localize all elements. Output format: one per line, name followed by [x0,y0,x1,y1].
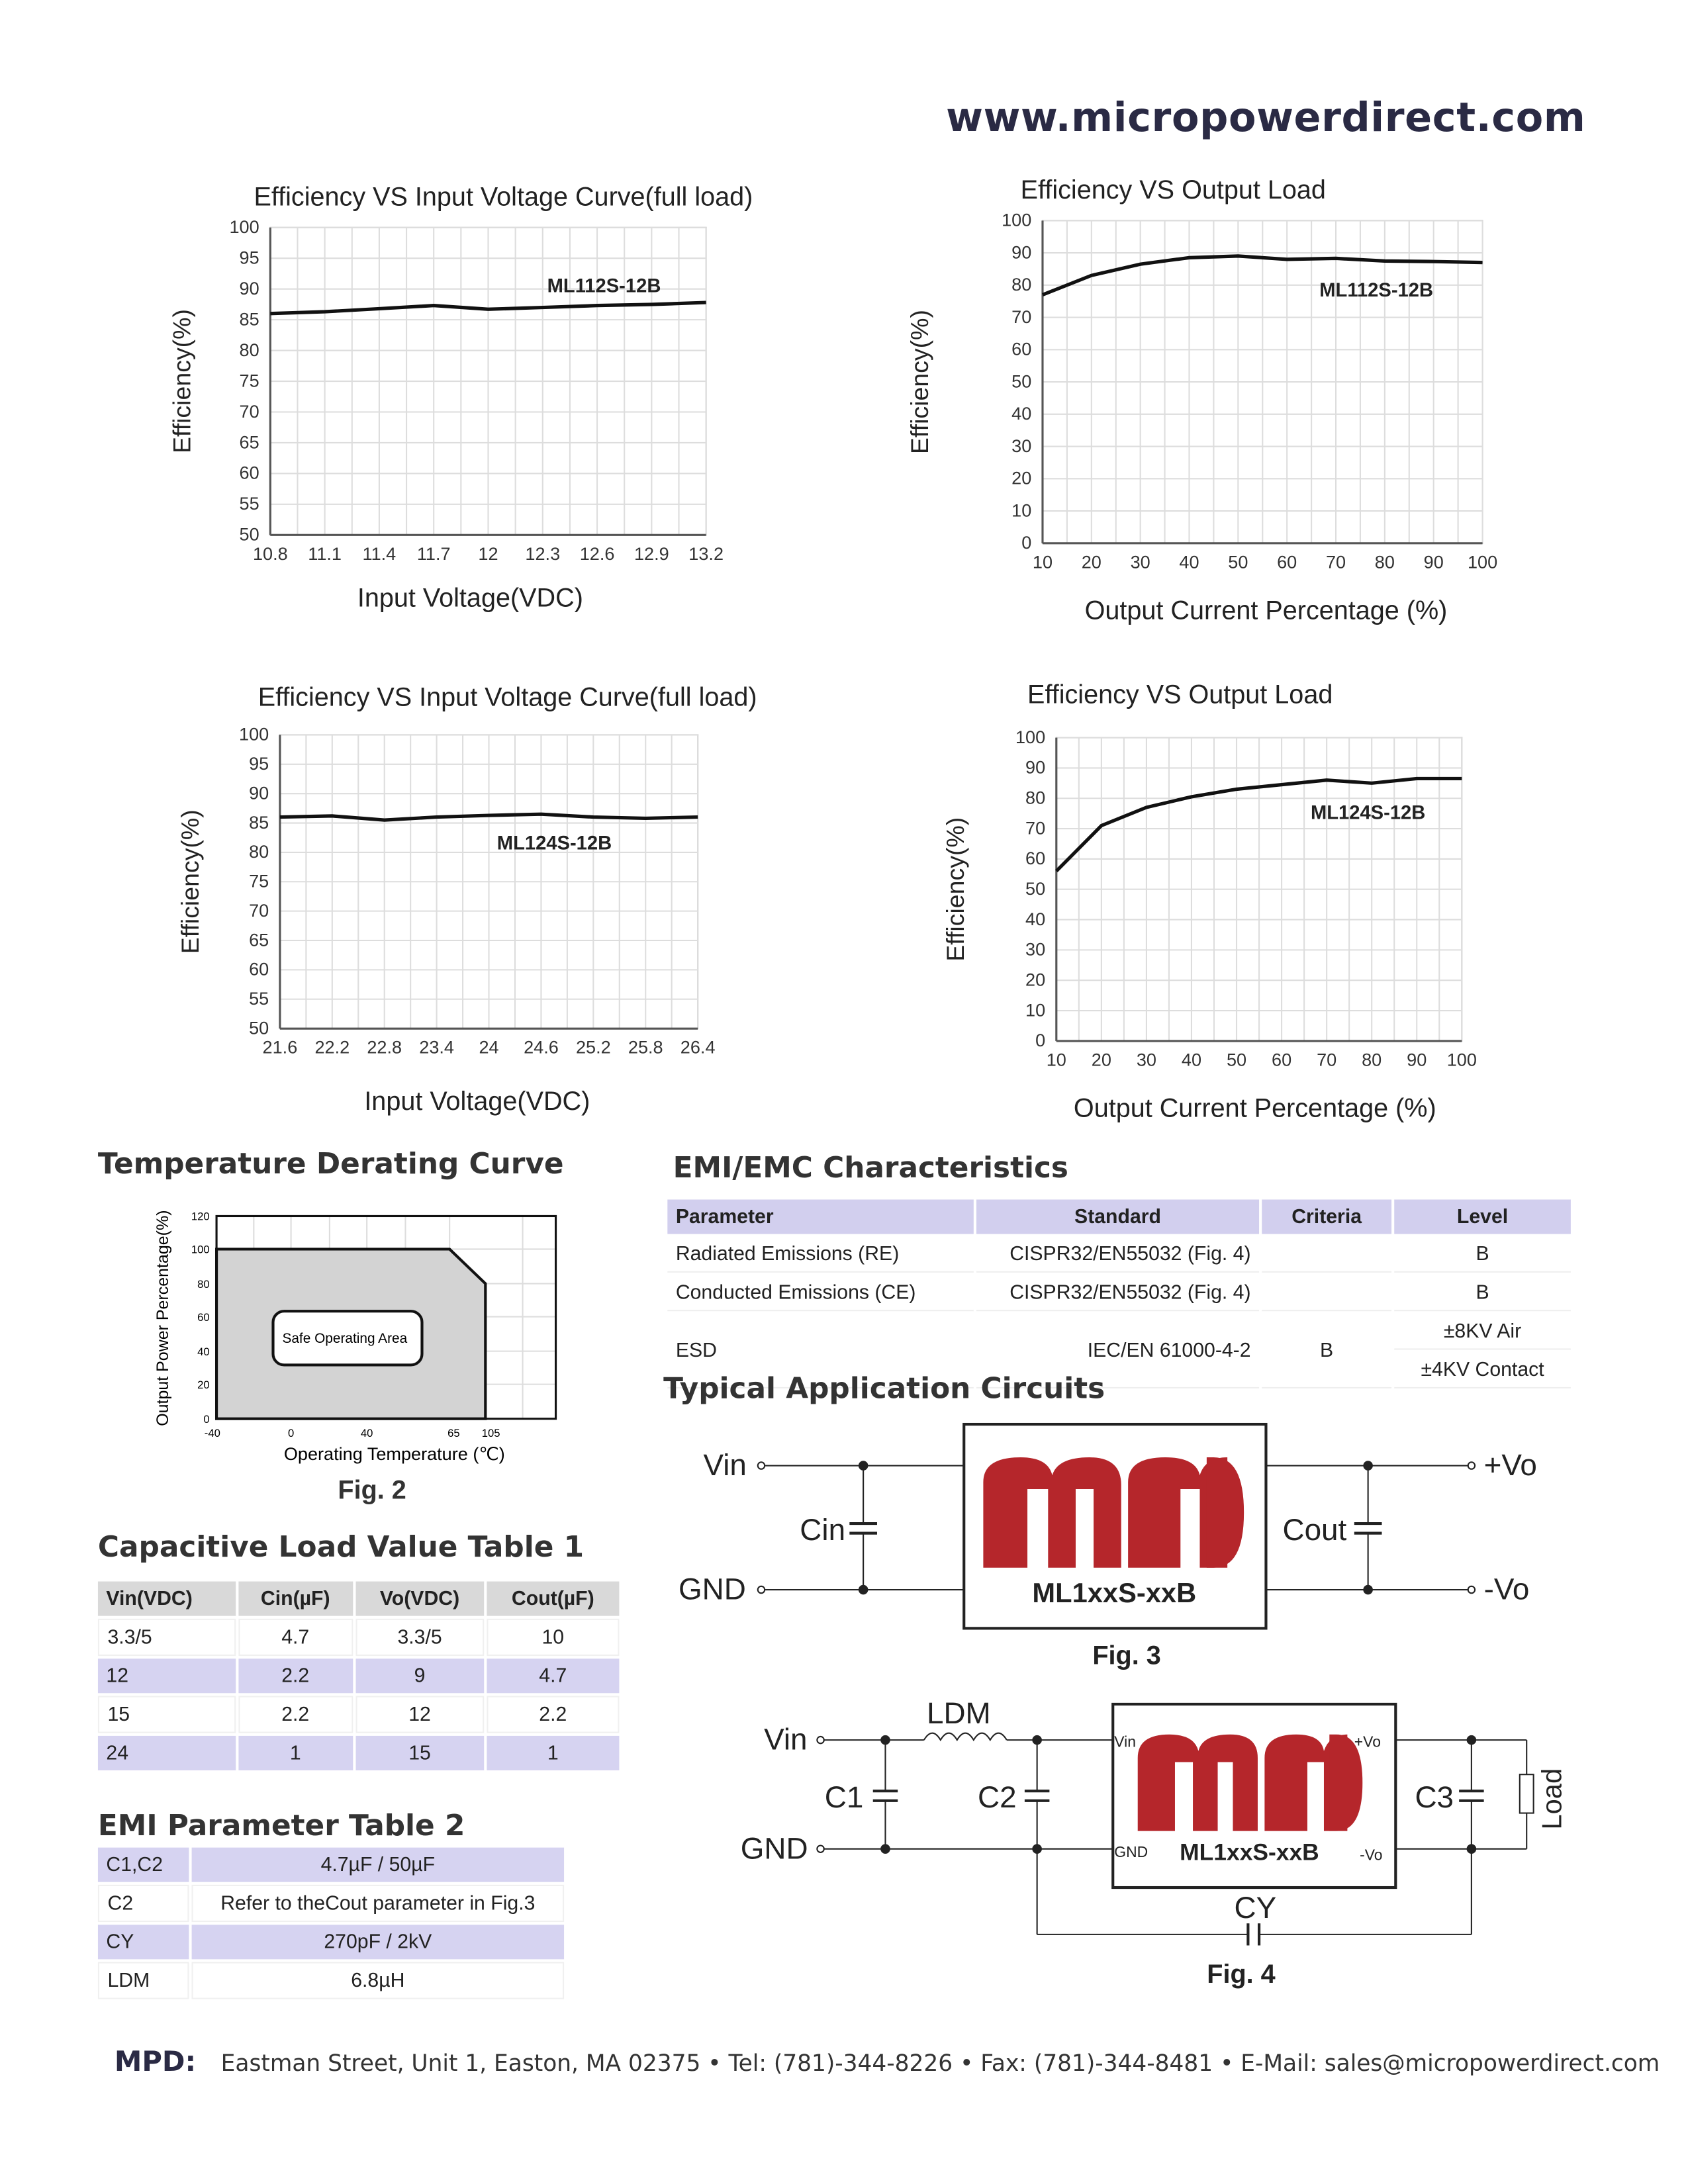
table-row [98,1619,619,1656]
cell: 4.7 [487,1659,619,1693]
series-label: ML124S-12B [496,833,612,854]
cell: 2.2 [487,1696,619,1733]
x-tick-label: 80 [1362,1049,1382,1070]
x-tick-label: 40 [1181,1049,1202,1070]
y-axis-label: Efficiency(%) [175,809,204,954]
y-tick-label: 40 [1011,403,1032,424]
emc-heading: EMI/EMC Characteristics [673,1151,1069,1185]
soa-label: Safe Operating Area [282,1331,408,1347]
cell: 270pF / 2kV [192,1925,564,1959]
x-tick-label: 22.8 [367,1036,402,1058]
cell: C1,C2 [98,1848,189,1882]
col-header: Level [1394,1199,1571,1234]
x-tick-label: 12 [478,543,498,564]
fig3-part-number: ML1xxS-xxB [1032,1576,1197,1608]
y-tick: 20 [197,1378,210,1391]
col-header: Vo(VDC) [355,1582,484,1616]
table-header [98,1582,619,1616]
mpd-logo [1138,1735,1363,1831]
table-row [98,1885,564,1922]
y-tick-label: 90 [1011,242,1032,263]
fig4-gnd-label: GND [740,1831,808,1866]
table-row [667,1237,1571,1273]
cell: 2.2 [238,1696,353,1733]
chart-title: Efficiency VS Input Voltage Curve(full load) [254,182,753,212]
ldm-inductor [924,1733,1007,1740]
cell: 12 [355,1696,484,1733]
table-row [667,1314,1571,1349]
footer-contact: Eastman Street, Unit 1, Easton, MA 02375 • Tel: (781)-344-8226 • Fax: (781)-344-8481 • E-Mail: sales@micropowerdirect.com [220,2050,1660,2077]
y-tick-label: 70 [1025,817,1046,839]
series-label: ML112S-12B [547,275,661,297]
x-tick-label: 70 [1317,1049,1337,1070]
fig4-pin-vin: Vin [1114,1733,1137,1751]
y-tick-label: 100 [1015,726,1046,747]
x-tick-label: 25.8 [628,1036,663,1058]
x-tick-label: 11.1 [308,543,342,564]
chart-title: Efficiency VS Output Load [1027,680,1333,709]
y-tick-label: 80 [239,339,259,360]
y-tick-label: 50 [1025,878,1046,899]
x-tick-label: 11.4 [362,543,397,564]
fig4-pin-vo-pos: +Vo [1354,1733,1381,1751]
col-header: Standard [976,1199,1259,1234]
fig3-vo-pos-label: +Vo [1483,1448,1537,1482]
cell: Conducted Emissions (CE) [667,1275,973,1311]
cell: 4.7µF / 50µF [192,1848,564,1882]
cell: B [1262,1314,1391,1388]
cell: 3.3/5 [98,1619,236,1656]
fig3-gnd-label: GND [678,1572,746,1606]
x-tick: 40 [360,1426,373,1439]
footer-brand: MPD: [114,2044,197,2078]
cell: IEC/EN 61000-4-2 [976,1314,1259,1388]
emc-table [665,1197,1573,1391]
cell: LDM [98,1962,189,1999]
y-tick-label: 50 [249,1017,269,1038]
fig3-vin-label: Vin [703,1448,747,1482]
x-tick: -40 [204,1426,220,1439]
cell: 2.2 [238,1659,353,1693]
table-row [98,1696,619,1733]
fig4-c3-label: C3 [1415,1780,1454,1815]
cell: 6.8µH [192,1962,564,1999]
x-tick-label: 60 [1272,1049,1292,1070]
cap-table-heading: Capacitive Load Value Table 1 [97,1530,585,1564]
emi-table-heading: EMI Parameter Table 2 [97,1809,465,1843]
y-tick-label: 60 [1025,848,1046,869]
col-header: Vin(VDC) [98,1582,236,1616]
y-tick-label: 40 [1025,908,1046,929]
y-tick-label: 10 [1011,500,1032,521]
x-tick-label: 60 [1277,551,1297,572]
table-row [98,1659,619,1693]
cell: 3.3/5 [355,1619,484,1656]
x-tick-label: 40 [1179,551,1199,572]
x-tick-label: 100 [1446,1049,1477,1070]
y-tick: 80 [197,1277,210,1291]
x-tick-label: 23.4 [419,1036,454,1058]
y-tick-label: 80 [1025,787,1046,808]
x-tick-label: 70 [1325,551,1346,572]
x-axis-label: Output Current Percentage (%) [1073,1093,1436,1123]
x-tick-label: 22.2 [314,1036,350,1058]
capacitive-load-table [95,1578,622,1773]
table-row [98,1962,564,1999]
fig4-caption: Fig. 4 [1207,1959,1276,1989]
cell: C2 [98,1885,189,1922]
fig4-pin-gnd: GND [1114,1843,1149,1861]
y-tick-label: 70 [1011,306,1032,327]
x-tick-label: 20 [1081,551,1102,572]
cell: ESD [667,1314,973,1388]
y-tick-label: 30 [1025,938,1046,960]
x-tick-label: 50 [1228,551,1248,572]
cell: Refer to theCout parameter in Fig.3 [192,1885,564,1922]
x-tick-label: 12.3 [525,543,561,564]
cell [1262,1237,1391,1273]
x-tick-label: 12.6 [579,543,615,564]
x-tick-label: 80 [1374,551,1395,572]
y-tick-label: 95 [249,753,269,774]
derating-y-ticks [191,1210,210,1426]
x-tick-label: 21.6 [262,1036,298,1058]
fig3-vo-neg-label: -Vo [1483,1572,1530,1606]
chart-title: Efficiency VS Output Load [1020,175,1326,205]
y-tick: 120 [191,1210,210,1223]
y-tick: 0 [203,1412,210,1426]
series-label: ML124S-12B [1310,802,1426,824]
fig4-c1-label: C1 [824,1780,864,1815]
x-axis-label: Input Voltage(VDC) [364,1087,590,1116]
cell [1262,1275,1391,1311]
table-row [98,1736,619,1770]
x-tick-label: 11.7 [416,543,451,564]
y-tick-label: 55 [249,988,269,1009]
x-axis-label: Input Voltage(VDC) [357,583,583,613]
x-tick-label: 24 [479,1036,499,1058]
y-tick-label: 60 [239,462,259,483]
fig4-pin-vo-neg: -Vo [1360,1846,1383,1864]
col-header: Cout(µF) [487,1582,619,1616]
cell: CY [98,1925,189,1959]
col-header: Cin(µF) [238,1582,353,1616]
table-row [98,1848,564,1882]
y-tick-label: 50 [239,523,259,545]
derating-chart [138,1197,592,1473]
y-tick-label: 70 [249,899,269,921]
y-tick: 100 [191,1243,210,1256]
y-tick-label: 0 [1021,532,1032,553]
y-tick: 60 [197,1310,210,1324]
y-tick-label: 0 [1035,1030,1046,1051]
cell: 10 [487,1619,619,1656]
x-tick-label: 24.6 [524,1036,559,1058]
table-row [98,1925,564,1959]
fig4-circuit [741,1696,1568,1989]
y-tick-label: 70 [239,400,259,422]
x-tick: 105 [481,1426,500,1439]
y-tick-label: 55 [239,493,259,514]
x-tick-label: 10 [1032,551,1053,572]
x-tick: 65 [447,1426,460,1439]
y-tick-label: 100 [239,723,269,745]
x-tick-label: 12.9 [634,543,669,564]
cell: B [1394,1237,1571,1273]
y-tick-label: 20 [1011,467,1032,488]
chart-title: Efficiency VS Input Voltage Curve(full load) [258,682,757,712]
y-tick-label: 80 [249,841,269,862]
x-tick-label: 25.2 [575,1036,611,1058]
x-tick-label: 50 [1226,1049,1247,1070]
x-tick-label: 26.4 [680,1036,716,1058]
y-tick: 40 [197,1345,210,1358]
cell: ±4KV Contact [1394,1353,1571,1388]
y-tick-label: 60 [249,958,269,979]
cell: ±8KV Air [1394,1314,1571,1349]
y-tick-label: 100 [229,216,259,238]
y-axis-label: Efficiency(%) [167,309,196,454]
fig3-cin-label: Cin [800,1513,846,1547]
cell: 9 [355,1659,484,1693]
y-tick-label: 75 [249,870,269,891]
cell: B [1394,1275,1571,1311]
cell: 24 [98,1736,236,1770]
fig4-load-label: Load [1536,1768,1568,1830]
load-resistor [1520,1774,1534,1813]
fig4-c2-label: C2 [978,1780,1017,1815]
y-tick-label: 90 [1025,756,1046,778]
y-tick-label: 30 [1011,435,1032,456]
website-url[interactable]: www.micropowerdirect.com [946,93,1586,141]
y-axis-label: Efficiency(%) [906,310,934,455]
fig2-caption: Fig. 2 [338,1477,406,1506]
y-tick-label: 50 [1011,371,1032,392]
fig4-ldm-label: LDM [926,1696,991,1731]
col-header: Parameter [667,1199,973,1234]
y-tick-label: 90 [249,782,269,803]
fig4-cy-label: CY [1234,1890,1277,1925]
y-tick-label: 10 [1025,999,1046,1021]
derating-x-label: Operating Temperature (℃) [283,1443,505,1465]
x-tick: 0 [287,1426,295,1439]
x-tick-label: 90 [1423,551,1444,572]
cell: 1 [487,1736,619,1770]
fig4-vin-label: Vin [764,1722,808,1756]
series-label: ML112S-12B [1319,279,1434,301]
cell: CISPR32/EN55032 (Fig. 4) [976,1275,1259,1311]
mpd-logo [983,1457,1244,1568]
y-axis-label: Efficiency(%) [941,817,970,962]
x-tick-label: 30 [1136,1049,1156,1070]
cell: 15 [98,1696,236,1733]
x-axis-label: Output Current Percentage (%) [1084,596,1448,625]
y-tick-label: 90 [239,277,259,298]
col-header: Criteria [1262,1199,1391,1234]
y-tick-label: 20 [1025,969,1046,990]
cell: CISPR32/EN55032 (Fig. 4) [976,1237,1259,1273]
circuits-heading: Typical Application Circuits [663,1371,1105,1405]
derating-x-ticks [205,1427,500,1439]
fig3-cout-label: Cout [1282,1513,1347,1547]
x-tick-label: 13.2 [688,543,724,564]
y-tick-label: 80 [1011,274,1032,295]
table-header [667,1199,1571,1234]
x-tick-label: 90 [1407,1049,1427,1070]
cell: 1 [238,1736,353,1770]
y-tick-label: 65 [249,929,269,950]
y-tick-label: 75 [239,370,259,391]
x-tick-label: 10 [1046,1049,1066,1070]
derating-heading: Temperature Derating Curve [97,1147,564,1181]
y-tick-label: 65 [239,432,259,453]
fig3-circuit [679,1424,1537,1670]
x-tick-label: 30 [1130,551,1150,572]
cell: Radiated Emissions (RE) [667,1237,973,1273]
y-tick-label: 85 [239,308,259,330]
footer [115,2045,1660,2078]
x-tick-label: 20 [1091,1049,1111,1070]
fig4-part-number: ML1xxS-xxB [1180,1839,1319,1866]
application-circuits [662,1413,1600,2006]
cell: 4.7 [238,1619,353,1656]
cell: 15 [355,1736,484,1770]
y-tick-label: 85 [249,811,269,833]
fig3-caption: Fig. 3 [1092,1641,1161,1670]
x-tick-label: 10.8 [252,543,288,564]
y-tick-label: 100 [1002,209,1032,230]
cell: 12 [98,1659,236,1693]
y-tick-label: 95 [239,247,259,268]
derating-y-label: Output Power Percentage(%) [154,1210,173,1426]
table-row [667,1275,1571,1311]
x-tick-label: 100 [1467,551,1498,572]
emi-parameter-table [95,1844,567,2001]
y-tick-label: 60 [1011,338,1032,359]
